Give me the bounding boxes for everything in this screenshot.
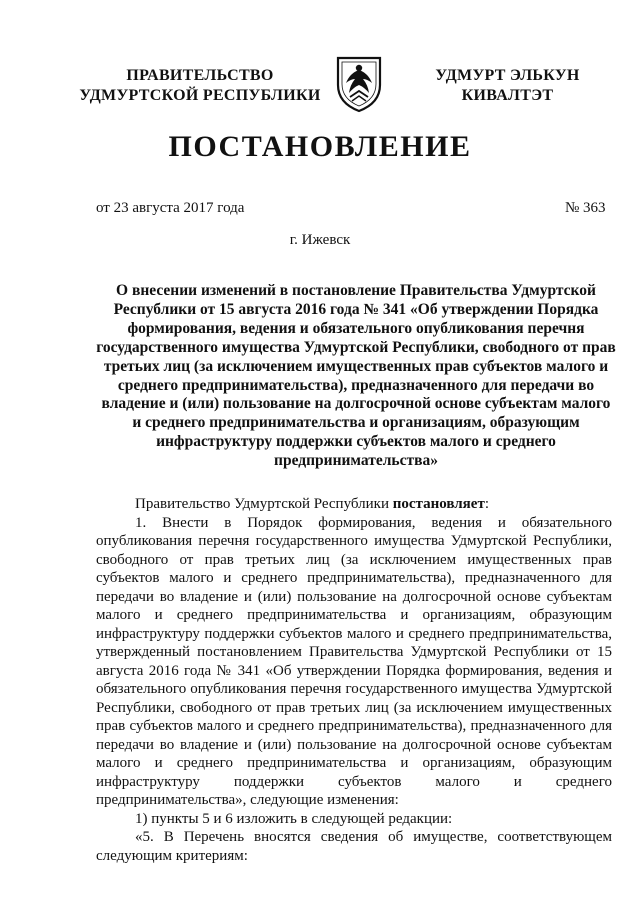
intro-paragraph <box>96 495 612 514</box>
document-subject: О внесении изменений в постановление Правительства Удмуртской Республики от 15 августа 2016 года № 341 «Об утверждении Порядка формирования, ведения и обязательного опубликования перечня государственного имущества Удмуртской Республики, свободного от прав третьих лиц (за исключением имущественных прав субъектов малого и среднего предпринимательства), предназначенного для передачи во владение и (или) пользование на долгосрочной основе субъектам малого и среднего предпринимательства и организациям, образующим инфраструктуру поддержки субъектов малого и среднего предпринимательства» <box>96 282 616 470</box>
document-title: ПОСТАНОВЛЕНИЕ <box>168 130 472 163</box>
intro-colon: : <box>484 496 489 512</box>
quoted-point-5: «5. В Перечень вносятся сведения об имуществе, соответствующем следующим критериям: <box>96 829 612 864</box>
subitem-1-paragraph: 1) пункты 5 и 6 изложить в следующей редакции: <box>135 810 453 827</box>
coat-of-arms-icon <box>334 55 384 113</box>
document-city: г. Ижевск <box>289 232 351 248</box>
document-date: от 23 августа 2017 года <box>96 200 245 216</box>
intro-text: Правительство Удмуртской Республики <box>135 496 393 512</box>
issuer-udmurt-line-2: КИВАЛТЭТ <box>461 87 554 104</box>
issuer-line-1: ПРАВИТЕЛЬСТВО <box>126 67 274 84</box>
document-number: № 363 <box>565 200 606 216</box>
issuer-name-russian <box>70 66 330 106</box>
intro-verb: постановляет <box>392 496 485 512</box>
item-1-paragraph: 1. Внести в Порядок формирования, ведения и обязательного опубликования перечня государственного имущества Удмуртской Республики, свободного от прав третьих лиц (за исключением имущественных прав субъектов малого и среднего предпринимательства), предназначенного для передачи во владение и (или) пользование на долгосрочной основе субъектам малого и среднего предпринимательства и организациям, образующим инфраструктуру поддержки субъектов малого и среднего предпринимательства, утвержденный постановлением Правительства Удмуртской Республики от 15 августа 2016 года № 341 «Об утверждении Порядка формирования, ведения и обязательного опубликования перечня государственного имущества Удмуртской Республики, свободного от прав третьих лиц (за исключением имущественных прав субъектов малого и среднего предпринимательства), предназначенного для передачи во владение и (или) пользование на долгосрочной основе субъектам малого и среднего предпринимательства и организациям, образующим инфраструктуру поддержки субъектов малого и среднего предпринимательства», следующие изменения: <box>96 514 612 808</box>
issuer-name-udmurt <box>410 66 605 106</box>
issuer-line-2: УДМУРТСКОЙ РЕСПУБЛИКИ <box>79 87 321 104</box>
issuer-udmurt-line-1: УДМУРТ ЭЛЬКУН <box>435 67 580 84</box>
document-body <box>96 495 612 865</box>
